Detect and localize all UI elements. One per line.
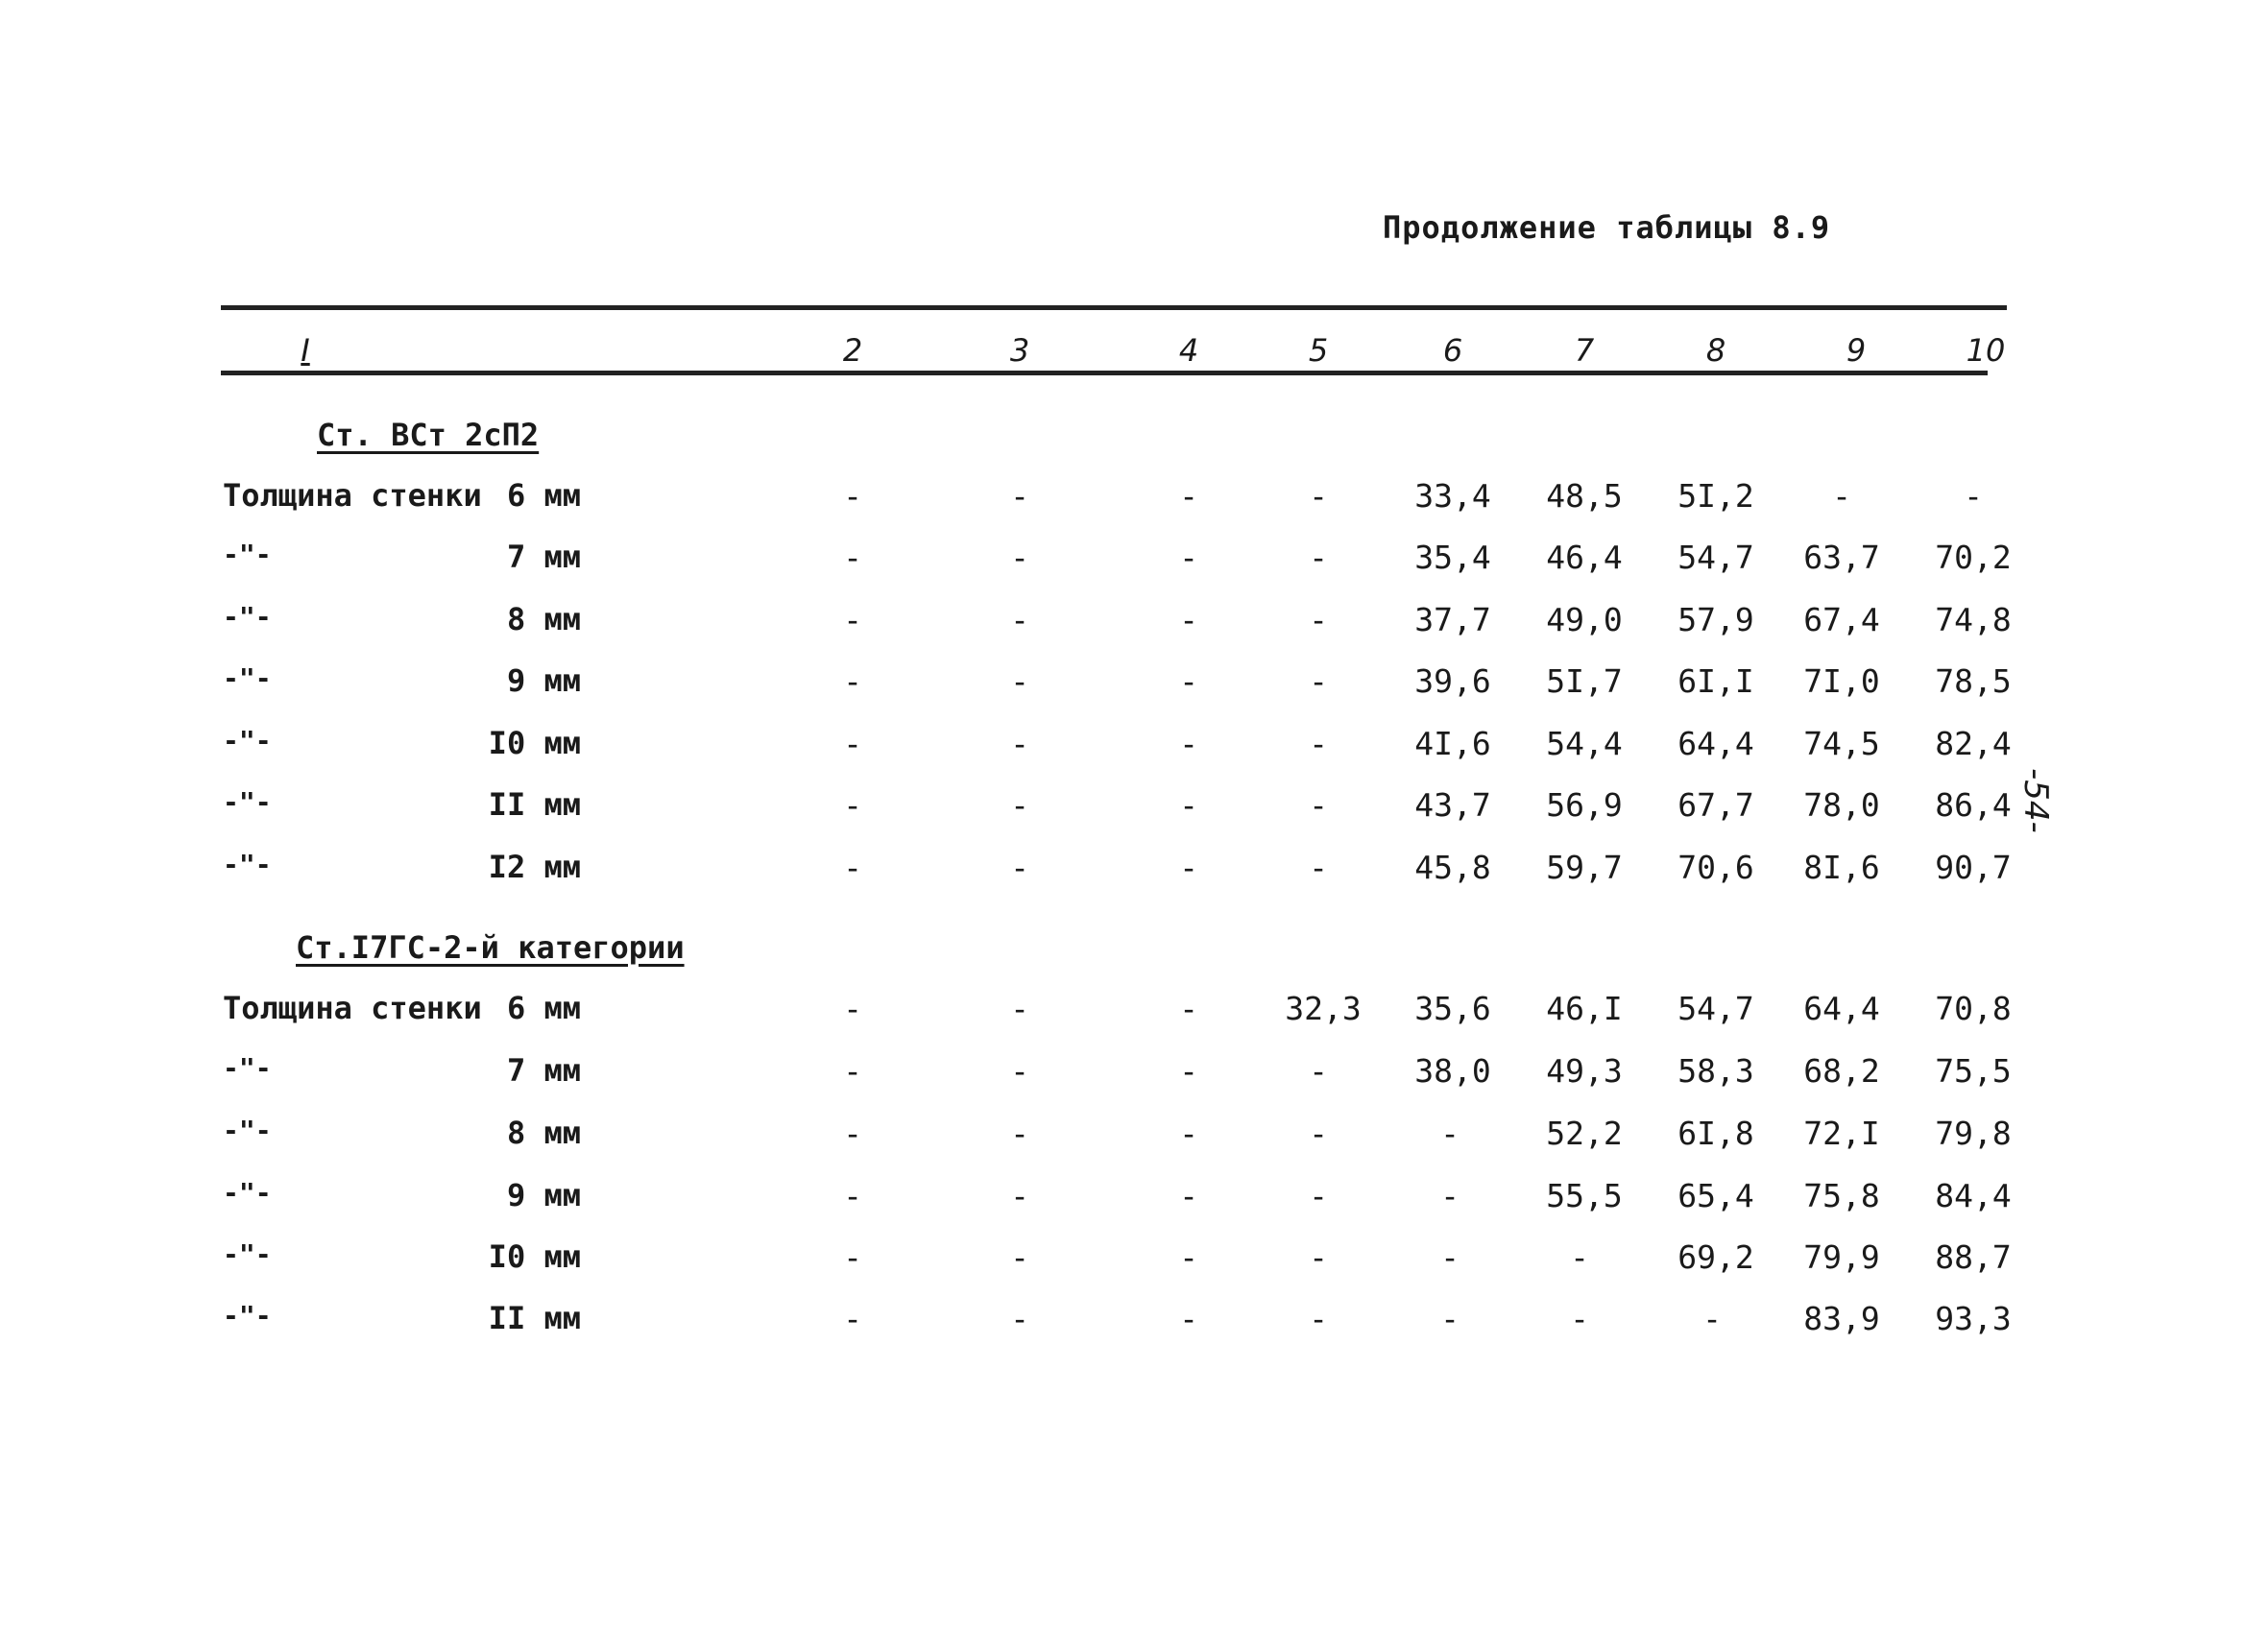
row-label: -"- [223,1177,272,1209]
row-size: 6 мм [506,477,581,514]
table-cell: - [1309,1177,1328,1214]
table-cell: 49,3 [1546,1052,1623,1090]
table-row [0,601,2268,649]
table-cell: - [1570,1300,1589,1337]
table-cell: 90,7 [1935,849,2012,886]
table-cell: - [843,662,862,700]
column-number-5: 5 [1308,332,1329,369]
table-cell: 68,2 [1803,1052,1880,1090]
table-cell: 84,4 [1935,1177,2012,1214]
table-cell: - [1179,1300,1198,1337]
table-cell: - [1179,1115,1198,1152]
table-cell: - [1179,1238,1198,1276]
row-label: -"- [223,1300,272,1332]
table-cell: 63,7 [1803,539,1880,576]
row-label: -"- [223,1238,272,1270]
table-row [0,539,2268,587]
table-row [0,786,2268,834]
table-cell: - [1309,1115,1328,1152]
table-cell: - [1179,786,1198,824]
table-cell: - [1440,1300,1460,1337]
table-cell: 64,4 [1803,990,1880,1027]
row-label: -"- [223,786,272,818]
page-number-note: -54- [2016,768,2055,833]
table-cell: - [1309,786,1328,824]
table-row [0,1115,2268,1163]
column-number-9: 9 [1846,332,1867,369]
table-cell: 46,4 [1546,539,1623,576]
table-row [0,1238,2268,1286]
table-cell: - [843,786,862,824]
table-cell: 72,I [1803,1115,1880,1152]
table-cell: 79,9 [1803,1238,1880,1276]
column-number-1: I [301,332,310,369]
table-cell: 75,8 [1803,1177,1880,1214]
table-cell: - [1179,477,1198,515]
table-cell: - [1179,990,1198,1027]
table-cell: - [1010,662,1029,700]
row-label: Толщина стенки [223,990,482,1026]
column-number-3: 3 [1009,332,1030,369]
table-cell: 79,8 [1935,1115,2012,1152]
table-cell: 54,4 [1546,725,1623,762]
table-cell: 54,7 [1677,539,1754,576]
table-header-rule [221,371,1988,375]
table-row [0,990,2268,1038]
table-cell: - [843,1238,862,1276]
table-cell: 6I,I [1677,662,1754,700]
row-size: I0 мм [488,1238,581,1275]
table-cell: - [1832,477,1851,515]
column-number-4: 4 [1178,332,1199,369]
table-cell: 37,7 [1414,601,1491,638]
row-label: -"- [223,725,272,756]
row-size: II мм [488,1300,581,1336]
table-cell: - [1309,1052,1328,1090]
table-cell: - [1309,539,1328,576]
row-label: -"- [223,539,272,570]
table-cell: 45,8 [1414,849,1491,886]
table-cell: 70,6 [1677,849,1754,886]
table-cell: - [1010,1238,1029,1276]
table-cell: - [1010,786,1029,824]
table-cell: 39,6 [1414,662,1491,700]
table-cell: - [843,849,862,886]
table-cell: - [1309,477,1328,515]
table-cell: 74,5 [1803,725,1880,762]
table-cell: - [1309,1238,1328,1276]
table-cell: 69,2 [1677,1238,1754,1276]
table-cell: - [1010,477,1029,515]
table-cell: - [843,601,862,638]
table-cell: 65,4 [1677,1177,1754,1214]
row-size: 7 мм [506,1052,581,1089]
table-cell: 55,5 [1546,1177,1623,1214]
row-label: -"- [223,662,272,694]
table-row [0,662,2268,710]
table-cell: 49,0 [1546,601,1623,638]
table-cell: - [1179,725,1198,762]
column-number-8: 8 [1705,332,1726,369]
column-number-10: 10 [1966,332,2006,369]
table-cell: 46,I [1546,990,1623,1027]
table-cell: - [1010,1052,1029,1090]
row-size: 6 мм [506,990,581,1026]
table-cell: 5I,7 [1546,662,1623,700]
table-cell: 86,4 [1935,786,2012,824]
row-label: -"- [223,849,272,880]
table-cell: 5I,2 [1677,477,1754,515]
row-label: -"- [223,1052,272,1084]
table-cell: 52,2 [1546,1115,1623,1152]
table-cell: 56,9 [1546,786,1623,824]
table-cell: - [1179,601,1198,638]
table-cell: - [1702,1300,1722,1337]
table-cell: 88,7 [1935,1238,2012,1276]
row-size: 9 мм [506,1177,581,1213]
table-cell: - [1440,1177,1460,1214]
table-cell: - [1309,849,1328,886]
table-caption: Продолжение таблицы 8.9 [1383,209,1831,246]
table-cell: 78,0 [1803,786,1880,824]
table-cell: - [1179,1177,1198,1214]
table-cell: - [843,539,862,576]
section-title: Ст.I7ГС-2-й категории [296,929,685,966]
table-cell: 67,4 [1803,601,1880,638]
row-label: -"- [223,1115,272,1146]
table-cell: 83,9 [1803,1300,1880,1337]
table-cell: 82,4 [1935,725,2012,762]
row-size: I2 мм [488,849,581,885]
table-cell: 33,4 [1414,477,1491,515]
table-cell: 32,3 [1285,990,1362,1027]
table-cell: - [1010,1300,1029,1337]
table-cell: - [843,1115,862,1152]
table-cell: 70,2 [1935,539,2012,576]
table-cell: 35,6 [1414,990,1491,1027]
table-cell: - [843,1052,862,1090]
table-cell: - [843,477,862,515]
row-size: 7 мм [506,539,581,575]
table-row [0,1300,2268,1348]
column-number-6: 6 [1442,332,1463,369]
table-cell: - [1010,601,1029,638]
column-number-2: 2 [842,332,863,369]
table-cell: - [843,1300,862,1337]
table-cell: 93,3 [1935,1300,2012,1337]
table-cell: - [843,725,862,762]
table-cell: 70,8 [1935,990,2012,1027]
table-cell: - [1179,662,1198,700]
table-row [0,849,2268,897]
table-row [0,725,2268,773]
table-cell: - [1010,990,1029,1027]
table-cell: - [1010,1115,1029,1152]
section-title: Ст. ВСт 2сП2 [317,417,540,453]
row-size: 8 мм [506,1115,581,1151]
table-cell: - [1440,1115,1460,1152]
table-cell: - [1179,539,1198,576]
table-cell: 7I,0 [1803,662,1880,700]
table-cell: 74,8 [1935,601,2012,638]
table-cell: 75,5 [1935,1052,2012,1090]
table-cell: 35,4 [1414,539,1491,576]
table-cell: - [1309,662,1328,700]
column-number-7: 7 [1574,332,1595,369]
table-cell: 38,0 [1414,1052,1491,1090]
table-cell: - [1570,1238,1589,1276]
table-cell: 6I,8 [1677,1115,1754,1152]
row-size: II мм [488,786,581,823]
table-row [0,1177,2268,1225]
table-cell: - [1309,601,1328,638]
row-label: -"- [223,601,272,633]
row-size: 8 мм [506,601,581,637]
table-cell: 4I,6 [1414,725,1491,762]
table-cell: 64,4 [1677,725,1754,762]
table-cell: - [1010,1177,1029,1214]
table-cell: 59,7 [1546,849,1623,886]
table-cell: - [1010,849,1029,886]
table-top-rule [221,305,2007,310]
table-cell: - [1010,539,1029,576]
table-cell: 8I,6 [1803,849,1880,886]
table-cell: 43,7 [1414,786,1491,824]
row-size: I0 мм [488,725,581,761]
row-label: Толщина стенки [223,477,482,514]
table-cell: 67,7 [1677,786,1754,824]
table-cell: - [1964,477,1983,515]
table-cell: 54,7 [1677,990,1754,1027]
table-cell: - [1010,725,1029,762]
table-cell: - [843,1177,862,1214]
table-row [0,477,2268,525]
table-cell: - [1309,725,1328,762]
table-cell: - [1179,849,1198,886]
table-cell: - [1440,1238,1460,1276]
row-size: 9 мм [506,662,581,699]
table-row [0,1052,2268,1100]
table-cell: 57,9 [1677,601,1754,638]
table-cell: - [1179,1052,1198,1090]
table-cell: 48,5 [1546,477,1623,515]
table-cell: 58,3 [1677,1052,1754,1090]
table-cell: - [1309,1300,1328,1337]
table-cell: - [843,990,862,1027]
table-cell: 78,5 [1935,662,2012,700]
